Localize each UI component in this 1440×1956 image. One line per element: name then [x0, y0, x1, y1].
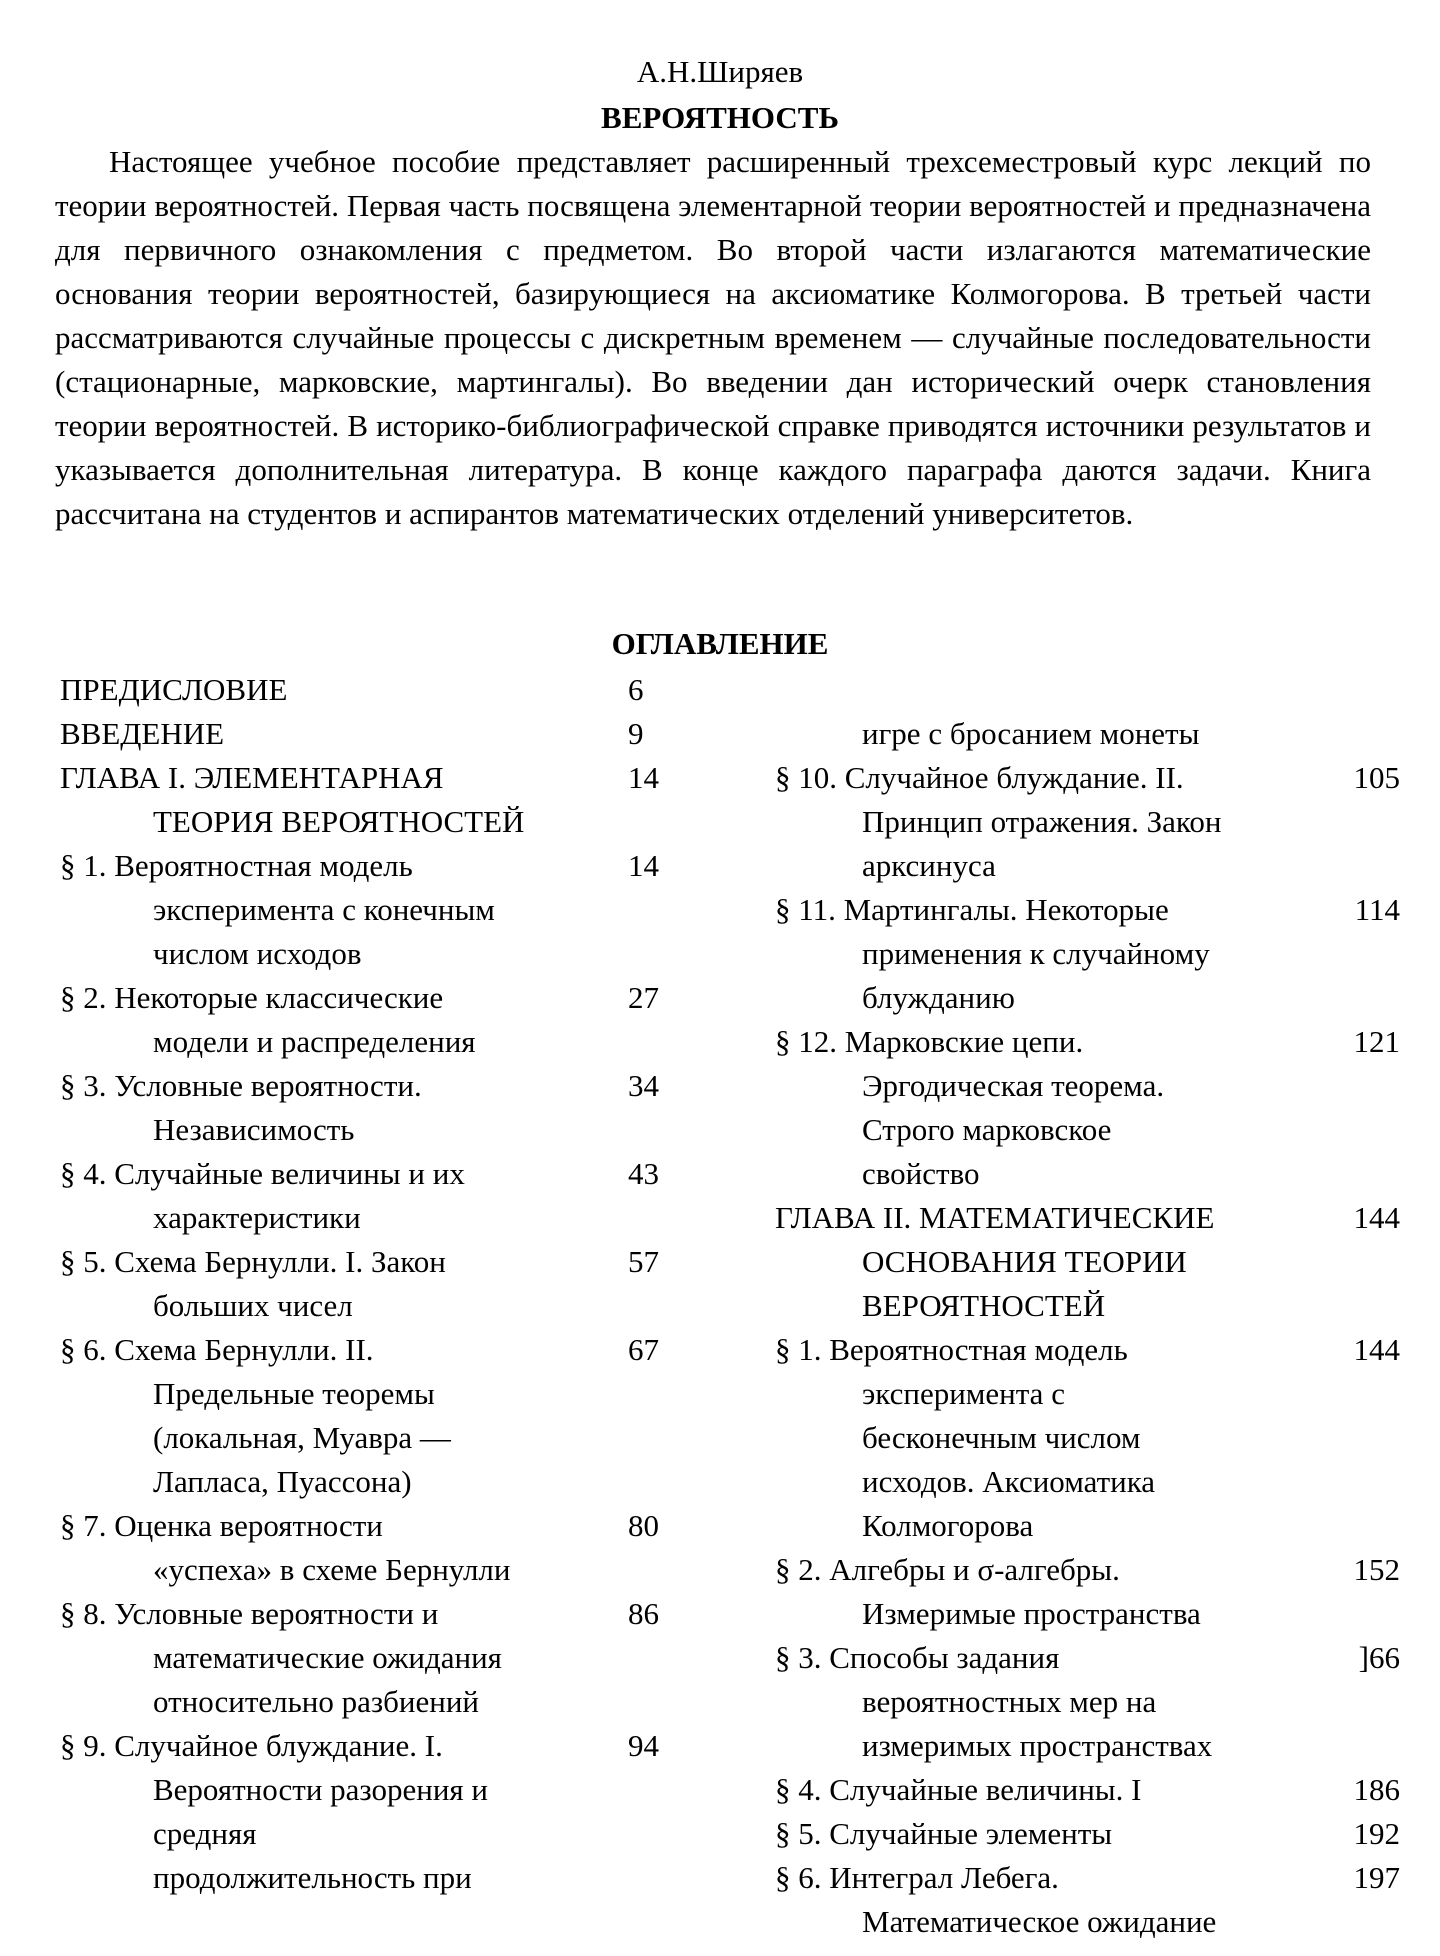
toc-page-number: 6	[628, 672, 644, 707]
toc-entry	[775, 1328, 1400, 1548]
toc-entry-line: § 3. Способы задания	[775, 1640, 1060, 1675]
toc-entry-line: § 10. Случайное блуждание. II.	[775, 760, 1184, 795]
toc-page-number: 144	[1353, 1332, 1400, 1367]
toc-entry	[775, 1812, 1400, 1856]
toc-entry-line: продолжительность при	[153, 1860, 472, 1895]
toc-page-number: 80	[628, 1508, 659, 1543]
toc-entry-line: § 1. Вероятностная модель	[60, 848, 413, 883]
toc-entry-line: эксперимента с конечным	[153, 892, 495, 927]
toc-entry-line: Принцип отражения. Закон	[862, 804, 1222, 839]
toc-entry-line: Лапласа, Пуассона)	[153, 1464, 412, 1499]
toc-entry	[60, 712, 680, 756]
author-name: А.Н.Ширяев	[636, 54, 804, 89]
toc-page-number: 121	[1353, 1024, 1400, 1059]
toc-page-number: 152	[1353, 1552, 1400, 1587]
toc-entry	[775, 756, 1400, 888]
toc-entry-line: исходов. Аксиоматика	[862, 1464, 1156, 1499]
toc-entry-line: числом исходов	[153, 936, 362, 971]
toc-page-number: 144	[1353, 1200, 1400, 1235]
toc-entry-line: математические ожидания	[153, 1640, 502, 1675]
toc-entry-line: Эргодическая теорема.	[862, 1068, 1165, 1103]
toc-page-number: 9	[628, 716, 644, 751]
toc-entry-line: больших чисел	[153, 1288, 353, 1323]
toc-page-number: 94	[628, 1728, 659, 1763]
toc-page-number: 67	[628, 1332, 659, 1367]
toc-entry-line: § 9. Случайное блуждание. I.	[60, 1728, 443, 1763]
toc-page-number: 57	[628, 1244, 659, 1279]
toc-entry-line: § 12. Марковские цепи.	[775, 1024, 1084, 1059]
toc-entry	[775, 1856, 1400, 1944]
toc-entry	[775, 1020, 1400, 1196]
toc-page-number: 186	[1353, 1772, 1400, 1807]
toc-entry-line: относительно разбиений	[153, 1684, 479, 1719]
toc-page-number: 43	[628, 1156, 659, 1191]
toc-entry-line: Предельные теоремы	[153, 1376, 435, 1411]
toc-entry-line: ГЛАВА II. МАТЕМАТИЧЕСКИЕ	[775, 1200, 1215, 1235]
toc-entry-line: § 4. Случайные величины. I	[775, 1772, 1142, 1807]
toc-entry	[60, 1328, 680, 1504]
toc-entry-line: § 2. Некоторые классические	[60, 980, 444, 1015]
toc-entry	[775, 668, 1395, 756]
toc-entry	[775, 1548, 1400, 1636]
toc-entry-line: блужданию	[862, 980, 1015, 1015]
toc-entry	[60, 1152, 680, 1240]
toc-entry-line: вероятностных мер на	[862, 1684, 1157, 1719]
toc-entry-line: измеримых пространствах	[862, 1728, 1213, 1763]
toc-page-number: 114	[1354, 892, 1400, 927]
toc-entry-line: бесконечным числом	[862, 1420, 1141, 1455]
toc-page-number: ]66	[1358, 1640, 1400, 1675]
toc-entry	[60, 668, 680, 712]
toc-entry-line: средняя	[153, 1816, 257, 1851]
toc-entry-line: § 1. Вероятностная модель	[775, 1332, 1128, 1367]
toc-entry-line: § 7. Оценка вероятности	[60, 1508, 383, 1543]
toc-entry	[60, 1240, 680, 1328]
toc-entry-line: характеристики	[153, 1200, 361, 1235]
book-title: ВЕРОЯТНОСТЬ	[601, 100, 839, 135]
toc-entry-line: § 11. Мартингалы. Некоторые	[775, 892, 1169, 927]
toc-entry-line: (локальная, Муавра —	[153, 1420, 451, 1455]
toc-page-number: 27	[628, 980, 659, 1015]
toc-page-number: 192	[1353, 1816, 1400, 1851]
toc-entry-line: § 4. Случайные величины и их	[60, 1156, 465, 1191]
toc-entry-line: «успеха» в схеме Бернулли	[153, 1552, 511, 1587]
toc-entry-line: § 5. Схема Бернулли. I. Закон	[60, 1244, 446, 1279]
toc-page-number: 105	[1353, 760, 1400, 795]
toc-entry	[775, 1196, 1400, 1328]
toc-entry-line: § 6. Схема Бернулли. II.	[60, 1332, 374, 1367]
toc-entry-line: ВЕРОЯТНОСТЕЙ	[862, 1288, 1106, 1323]
toc-entry-line: Строго марковское	[862, 1112, 1112, 1147]
toc-entry-line: ОСНОВАНИЯ ТЕОРИИ	[862, 1244, 1187, 1279]
toc-heading: ОГЛАВЛЕНИЕ	[611, 626, 829, 661]
toc-entry-line: § 6. Интеграл Лебега.	[775, 1860, 1059, 1895]
toc-entry	[60, 756, 680, 844]
toc-entry	[60, 844, 680, 976]
toc-entry-line: модели и распределения	[153, 1024, 476, 1059]
toc-entry-line: игре с бросанием монеты	[862, 716, 1200, 751]
toc-entry-line: Вероятности разорения и	[153, 1772, 489, 1807]
toc-entry-line	[775, 668, 1395, 712]
toc-entry-line: § 8. Условные вероятности и	[60, 1596, 439, 1631]
toc-page-number: 86	[628, 1596, 659, 1631]
toc-entry-line: ВВЕДЕНИЕ	[60, 716, 225, 751]
toc-entry-line: свойство	[862, 1156, 980, 1191]
toc-entry-line: ТЕОРИЯ ВЕРОЯТНОСТЕЙ	[153, 804, 525, 839]
toc-entry-line: применения к случайному	[862, 936, 1210, 971]
toc-page-number: 14	[628, 760, 659, 795]
toc-entry	[775, 1768, 1400, 1812]
toc-left-column	[60, 668, 680, 1900]
toc-page-number: 34	[628, 1068, 659, 1103]
toc-entry	[60, 1724, 680, 1900]
abstract-paragraph: Настоящее учебное пособие представляет расширенный трехсеместровый курс лекций по теории вероятностей. Первая часть посвящена элементарной теории вероятностей и предназначена для первичного ознакомления с предметом. Во второй части излагаются математические основания теории вероятностей, базирующиеся на аксиоматике Колмогорова. В третьей части рассматриваются случайные процессы с дискретным временем — случайные последовательности (стационарные, марковские, мартингалы). Во введении дан исторический очерк становления теории вероятностей. В историко-библиографической справке приводятся источники результатов и указывается дополнительная литература. В конце каждого параграфа даются задачи. Книга рассчитана на студентов и аспирантов математических отделений университетов.	[55, 144, 1371, 531]
toc-entry-line: Независимость	[153, 1112, 355, 1147]
toc-entry	[60, 1592, 680, 1724]
toc-entry-line: Колмогорова	[862, 1508, 1034, 1543]
toc-entry-line: Измеримые пространства	[862, 1596, 1201, 1631]
toc-entry-line: § 2. Алгебры и σ-алгебры.	[775, 1552, 1120, 1587]
toc-right-column	[775, 668, 1400, 1944]
toc-entry-line: эксперимента с	[862, 1376, 1065, 1411]
toc-page-number: 14	[628, 848, 659, 883]
toc-entry-line: § 3. Условные вероятности.	[60, 1068, 422, 1103]
toc-entry	[60, 1064, 680, 1152]
toc-entry-line: ГЛАВА I. ЭЛЕМЕНТАРНАЯ	[60, 760, 444, 795]
toc-entry	[60, 976, 680, 1064]
toc-entry-line: ПРЕДИСЛОВИЕ	[60, 672, 288, 707]
toc-entry-line: Математическое ожидание	[862, 1904, 1217, 1939]
toc-entry	[775, 888, 1400, 1020]
toc-entry-line: § 5. Случайные элементы	[775, 1816, 1113, 1851]
toc-entry	[60, 1504, 680, 1592]
toc-entry	[775, 1636, 1400, 1768]
toc-entry-line: арксинуса	[862, 848, 996, 883]
toc-page-number: 197	[1353, 1860, 1400, 1895]
